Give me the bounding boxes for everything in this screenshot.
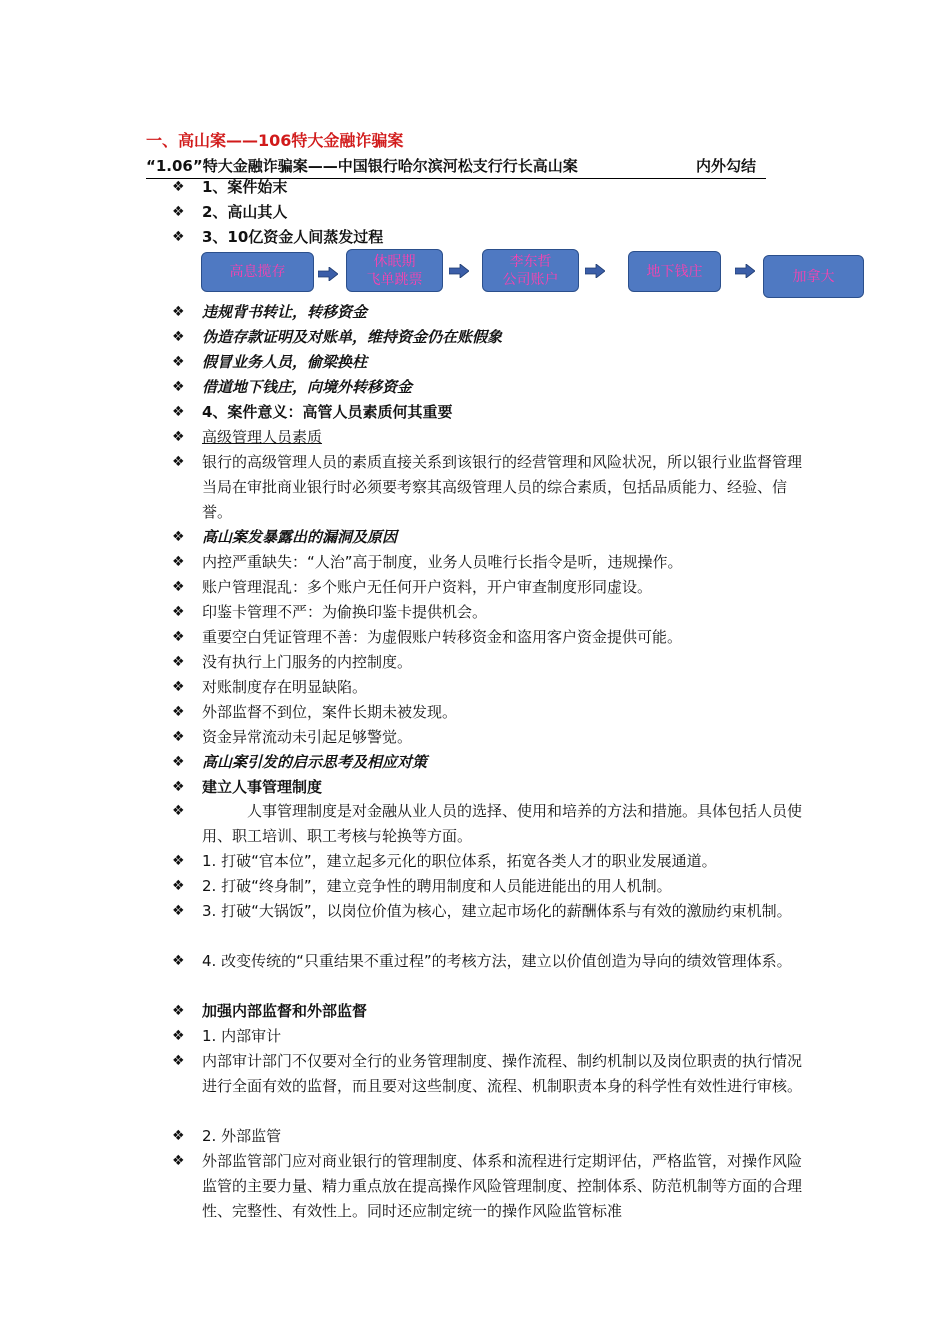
list-item (172, 625, 812, 650)
list-item-text: 借道地下钱庄，向境外转移资金 (202, 378, 413, 396)
flow-box-1 (201, 252, 314, 292)
list-item-text: 1. 内部审计 (202, 1027, 282, 1045)
list-item-text: 1、案件始末 (202, 178, 288, 196)
diamond-bullet-icon: ❖ (172, 179, 185, 195)
list-item-text: 伪造存款证明及对账单，维持资金仍在账假象 (202, 328, 503, 346)
list-item (172, 600, 812, 625)
list-item (172, 899, 812, 924)
list-item-text: 内控严重缺失：“人治”高于制度，业务人员唯行长指令是听，违规操作。 (202, 553, 683, 571)
list-item-text: 2. 外部监管 (202, 1127, 282, 1145)
diamond-bullet-icon: ❖ (172, 803, 185, 819)
arrow-right-icon (735, 264, 755, 278)
list-item (172, 799, 812, 849)
page-title: 一、高山案——106特大金融诈骗案 (146, 131, 404, 150)
list-item (172, 849, 812, 874)
list-item-text: 4、案件意义：高管人员素质何其重要 (202, 403, 453, 421)
flow-box-label: 李东哲 公司账户 (502, 253, 559, 288)
list-item-text: 2、高山其人 (202, 203, 288, 221)
list-item-text: 高级管理人员素质 (202, 428, 323, 446)
diamond-bullet-icon: ❖ (172, 204, 185, 220)
diamond-bullet-icon: ❖ (172, 604, 185, 620)
flow-box-label: 高息揽存 (229, 264, 286, 280)
list-item (172, 325, 812, 350)
diamond-bullet-icon: ❖ (172, 1003, 185, 1019)
diamond-bullet-icon: ❖ (172, 704, 185, 720)
subtitle-left: “1.06”特大金融诈骗案——中国银行哈尔滨河松支行行长高山案 (146, 157, 578, 175)
list-item (172, 874, 812, 899)
list-item (172, 1149, 812, 1224)
diamond-bullet-icon: ❖ (172, 779, 185, 795)
list-item-text: 高山案发暴露出的漏洞及原因 (202, 528, 398, 546)
flow-box-4 (628, 251, 721, 292)
arrow-right-icon (449, 264, 469, 278)
list-item (172, 175, 812, 200)
diamond-bullet-icon: ❖ (172, 429, 185, 445)
list-item (172, 200, 812, 225)
diamond-bullet-icon: ❖ (172, 679, 185, 695)
list-item-text: 人事管理制度是对金融从业人员的选择、使用和培养的方法和措施。具体包括人员使用、职工培训、职工考核与轮换等方面。 (202, 802, 803, 845)
list-item-text: 重要空白凭证管理不善：为虚假账户转移资金和盗用客户资金提供可能。 (202, 628, 683, 646)
list-item (172, 700, 812, 725)
flow-box-5 (763, 255, 864, 298)
diamond-bullet-icon: ❖ (172, 903, 185, 919)
flow-box-2 (346, 249, 443, 292)
subtitle-right: 内外勾结 (696, 157, 757, 175)
list-item (172, 725, 812, 750)
list-item-text: 外部监管部门应对商业银行的管理制度、体系和流程进行定期评估，严格监管，对操作风险监管的主要力量、精力重点放在提高操作风险管理制度、控制体系、防范机制等方面的合理性、完整性、有效性上。同时还应制定统一的操作风险监管标准 (202, 1152, 803, 1220)
list-item-text: 2. 打破“终身制”，建立竞争性的聘用制度和人员能进能出的用人机制。 (202, 877, 672, 895)
diamond-bullet-icon: ❖ (172, 754, 185, 770)
list-item-text: 违规背书转让，转移资金 (202, 303, 368, 321)
list-item (172, 525, 812, 550)
list-item-text: 假冒业务人员，偷梁换柱 (202, 353, 368, 371)
diamond-bullet-icon: ❖ (172, 853, 185, 869)
list-item (172, 575, 812, 600)
list-item (172, 650, 812, 675)
flow-box-3 (482, 249, 579, 292)
diamond-bullet-icon: ❖ (172, 1053, 185, 1069)
list-item-text: 印鉴卡管理不严：为偷换印鉴卡提供机会。 (202, 603, 488, 621)
diamond-bullet-icon: ❖ (172, 1028, 185, 1044)
diamond-bullet-icon: ❖ (172, 379, 185, 395)
diamond-bullet-icon: ❖ (172, 354, 185, 370)
list-item (172, 999, 812, 1024)
list-item (172, 350, 812, 375)
arrow-right-icon (318, 267, 338, 281)
flow-box-label: 加拿大 (792, 268, 835, 285)
diamond-bullet-icon: ❖ (172, 329, 185, 345)
list-item (172, 225, 812, 250)
diamond-bullet-icon: ❖ (172, 229, 185, 245)
diamond-bullet-icon: ❖ (172, 579, 185, 595)
list-item (172, 1049, 812, 1099)
list-item (172, 450, 812, 525)
diamond-bullet-icon: ❖ (172, 529, 185, 545)
list-item-text: 4. 改变传统的“只重结果不重过程”的考核方法，建立以价值创造为导向的绩效管理体系。 (202, 952, 792, 970)
list-item-text: 没有执行上门服务的内控制度。 (202, 653, 413, 671)
list-item (172, 675, 812, 700)
list-item (172, 1124, 812, 1149)
diamond-bullet-icon: ❖ (172, 953, 185, 969)
list-item-text: 对账制度存在明显缺陷。 (202, 678, 368, 696)
list-item-text: 高山案引发的启示思考及相应对策 (202, 753, 428, 771)
list-item (172, 750, 812, 775)
list-item (172, 1024, 812, 1049)
list-item (172, 300, 812, 325)
diamond-bullet-icon: ❖ (172, 1128, 185, 1144)
list-item-text: 账户管理混乱：多个账户无任何开户资料，开户审查制度形同虚设。 (202, 578, 653, 596)
diamond-bullet-icon: ❖ (172, 304, 185, 320)
list-item-text: 资金异常流动未引起足够警觉。 (202, 728, 413, 746)
list-item-text: 1. 打破“官本位”，建立起多元化的职位体系，拓宽各类人才的职业发展通道。 (202, 852, 717, 870)
list-item-text: 外部监督不到位，案件长期未被发现。 (202, 703, 458, 721)
list-item-text: 内部审计部门不仅要对全行的业务管理制度、操作流程、制约机制以及岗位职责的执行情况进行全面有效的监督，而且要对这些制度、流程、机制职责本身的科学性有效性进行审核。 (202, 1052, 803, 1095)
diamond-bullet-icon: ❖ (172, 1153, 185, 1169)
list-item-text: 建立人事管理制度 (202, 778, 323, 796)
diamond-bullet-icon: ❖ (172, 454, 185, 470)
diamond-bullet-icon: ❖ (172, 654, 185, 670)
list-item (172, 949, 812, 974)
flow-box-label: 休眠期 飞单跳票 (366, 253, 423, 288)
list-item-text: 加强内部监督和外部监督 (202, 1002, 368, 1020)
list-item (172, 400, 812, 425)
diamond-bullet-icon: ❖ (172, 554, 185, 570)
list-item-text: 银行的高级管理人员的素质直接关系到该银行的经营管理和风险状况，所以银行业监督管理当局在审批商业银行时必须要考察其高级管理人员的综合素质，包括品质能力、经验、信誉。 (202, 453, 803, 521)
arrow-right-icon (585, 264, 605, 278)
list-item (172, 425, 812, 450)
list-item-text: 3. 打破“大锅饭”，以岗位价值为核心，建立起市场化的薪酬体系与有效的激励约束机制。 (202, 902, 792, 920)
diamond-bullet-icon: ❖ (172, 878, 185, 894)
diamond-bullet-icon: ❖ (172, 404, 185, 420)
list-item-text: 3、10亿资金人间蒸发过程 (202, 228, 384, 246)
list-item (172, 375, 812, 400)
list-item (172, 775, 812, 800)
list-item (172, 550, 812, 575)
diamond-bullet-icon: ❖ (172, 729, 185, 745)
flow-box-label: 地下钱庄 (646, 263, 703, 280)
diamond-bullet-icon: ❖ (172, 629, 185, 645)
